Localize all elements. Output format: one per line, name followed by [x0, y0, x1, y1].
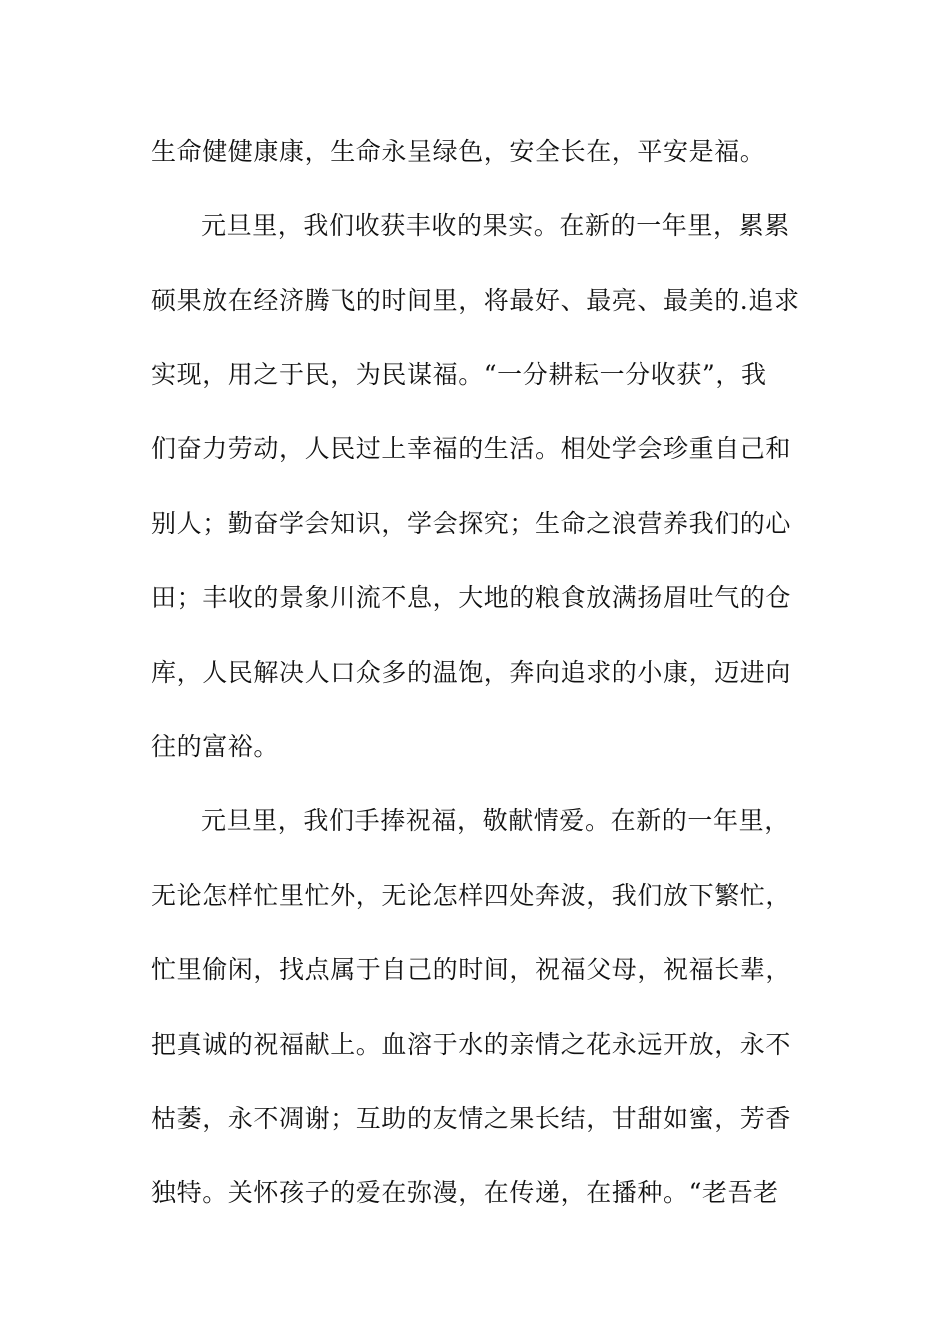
text-line: 们奋力劳动，人民过上幸福的生活。相处学会珍重自己和 — [151, 434, 792, 463]
text-line: 枯萎，永不凋谢；互助的友情之果长结，甘甜如蜜，芳香 — [151, 1104, 792, 1133]
text-line: 田；丰收的景象川流不息，大地的粮食放满扬眉吐气的仓 — [151, 583, 792, 612]
text-line: 库，人民解决人口众多的温饱，奔向追求的小康，迈进向 — [151, 658, 792, 687]
paragraph-first-line: 元旦里，我们收获丰收的果实。在新的一年里，累累 — [201, 211, 790, 240]
text-line: 独特。关怀孩子的爱在弥漫，在传递，在播种。“老吾老 — [151, 1178, 779, 1207]
paragraph-first-line: 元旦里，我们手捧祝福，敬献情爱。在新的一年里， — [201, 806, 790, 835]
text-line: 往的富裕。 — [151, 732, 280, 761]
text-line: 别人；勤奋学会知识，学会探究；生命之浪营养我们的心 — [151, 509, 792, 538]
text-line: 硕果放在经济腾飞的时间里，将最好、最亮、最美的.追求 — [151, 286, 800, 315]
text-line: 实现，用之于民，为民谋福。“一分耕耘一分收获”，我 — [151, 360, 767, 389]
text-line: 生命健健康康，生命永呈绿色，安全长在，平安是福。 — [151, 137, 766, 166]
text-line: 把真诚的祝福献上。血溶于水的亲情之花永远开放，永不 — [151, 1030, 792, 1059]
text-line: 无论怎样忙里忙外，无论怎样四处奔波，我们放下繁忙， — [151, 881, 792, 910]
text-line: 忙里偷闲，找点属于自己的时间，祝福父母，祝福长辈， — [151, 955, 792, 984]
